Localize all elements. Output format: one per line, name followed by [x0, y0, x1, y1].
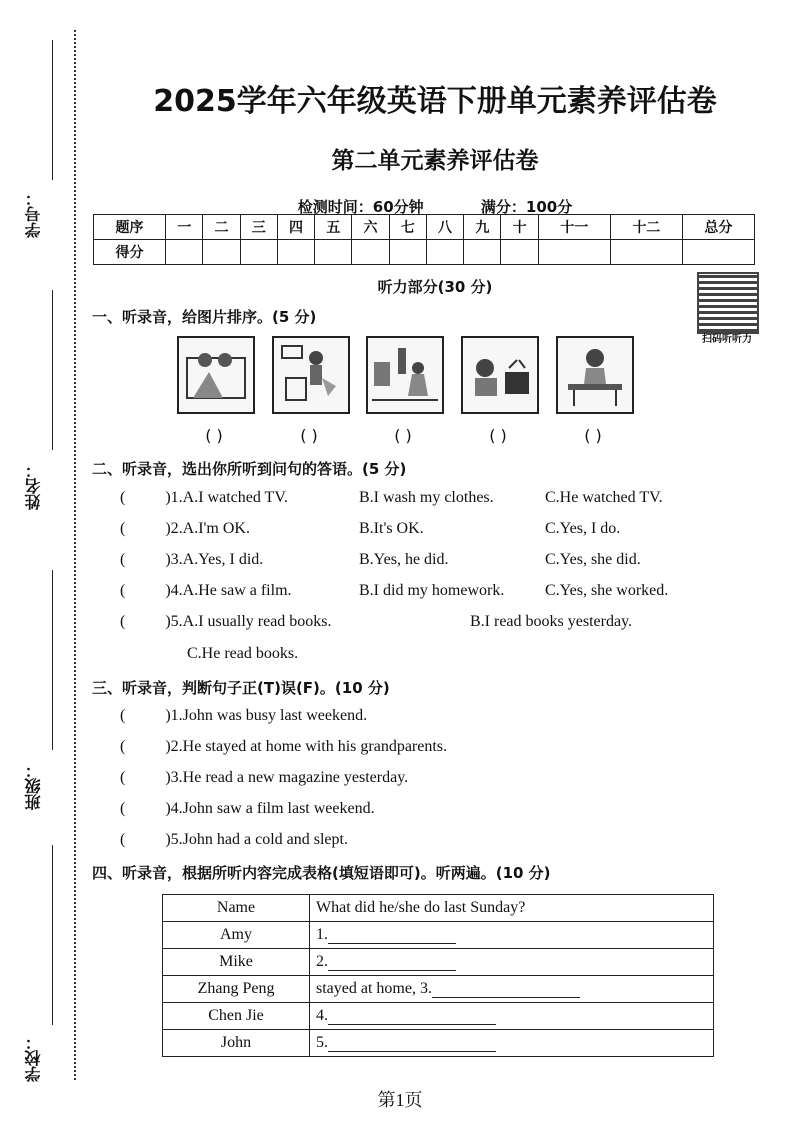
sec2-q3-option-b: B.Yes, he did. — [359, 551, 449, 568]
sec2-q1-option-b: B.I wash my clothes. — [359, 489, 494, 506]
sec3-q4[interactable]: ( )4.John saw a film last weekend. — [120, 800, 375, 817]
answer-paren-4[interactable]: ( ) — [489, 426, 507, 445]
sec2-q1-option-c: C.He watched TV. — [545, 489, 663, 506]
score-cell: 九 — [464, 215, 501, 240]
answer-paren-2[interactable]: ( ) — [300, 426, 318, 445]
picture-2-icon — [272, 336, 350, 414]
score-blank-cell[interactable] — [610, 240, 682, 265]
sec3-q2[interactable]: ( )2.He stayed at home with his grandparents. — [120, 738, 448, 755]
score-cell: 十二 — [610, 215, 682, 240]
fill-table-header-row — [163, 895, 714, 922]
score-table-header-row — [94, 215, 755, 240]
answer-prefix: stayed at home, 3. — [316, 980, 432, 997]
name-label: 姓名： — [24, 462, 43, 510]
fill-table-answer-cell[interactable] — [310, 976, 714, 1003]
sec3-q1[interactable]: ( )1.John was busy last weekend. — [120, 707, 368, 724]
fill-table-name: Mike — [163, 949, 310, 976]
score-cell: 八 — [426, 215, 463, 240]
sec2-q2-option-c: C.Yes, I do. — [545, 520, 621, 537]
table-row — [163, 976, 714, 1003]
score-blank-cell[interactable] — [203, 240, 240, 265]
sec2-q1[interactable]: ( )1.A.I watched TV. — [120, 489, 288, 506]
score-blank-cell[interactable] — [538, 240, 610, 265]
sec2-q2[interactable]: ( )2.A.I'm OK. — [120, 520, 250, 537]
answer-blank[interactable] — [328, 956, 456, 971]
picture-3-icon — [366, 336, 444, 414]
sec2-q5-option-b: B.I read books yesterday. — [470, 613, 633, 630]
student-id-label: 学号： — [24, 190, 43, 238]
score-cell: 总分 — [682, 215, 754, 240]
answer-paren-1[interactable]: ( ) — [205, 426, 223, 445]
table-row — [163, 949, 714, 976]
score-blank-cell[interactable] — [166, 240, 203, 265]
answer-blank[interactable] — [328, 1010, 496, 1025]
dotted-cut-line — [74, 30, 76, 1080]
answer-prefix: 5. — [316, 1034, 328, 1051]
answer-blank[interactable] — [432, 983, 580, 998]
fill-in-table — [162, 894, 714, 1057]
answer-prefix: 1. — [316, 926, 328, 943]
answer-blank[interactable] — [328, 1037, 496, 1052]
qr-code-label: 扫码听听力 — [702, 334, 752, 345]
page-subtitle: 第二单元素养评估卷 — [331, 148, 539, 174]
page-number: 第1页 — [377, 1090, 423, 1110]
score-cell: 四 — [277, 215, 314, 240]
exam-time: 检测时间：60分钟 — [297, 198, 424, 216]
sec2-q2-option-b: B.It's OK. — [359, 520, 424, 537]
score-table — [93, 214, 755, 265]
score-blank-cell[interactable] — [389, 240, 426, 265]
score-blank-cell[interactable] — [501, 240, 538, 265]
fill-table-answer-cell[interactable] — [310, 1030, 714, 1057]
fill-table-header-name: Name — [163, 895, 310, 922]
fill-table-answer-cell[interactable] — [310, 1003, 714, 1030]
table-row — [163, 922, 714, 949]
answer-prefix: 4. — [316, 1007, 328, 1024]
sec2-q4-option-b: B.I did my homework. — [359, 582, 505, 599]
fill-table-name: John — [163, 1030, 310, 1057]
qr-code-icon[interactable] — [697, 272, 759, 334]
section2-title: 二、听录音，选出你所听到问句的答语。(5 分) — [92, 460, 407, 478]
score-cell: 二 — [203, 215, 240, 240]
picture-5-icon — [556, 336, 634, 414]
section1-title: 一、听录音，给图片排序。(5 分) — [92, 308, 317, 326]
score-blank-cell[interactable] — [682, 240, 754, 265]
school-label: 学校： — [24, 1034, 43, 1082]
exam-full-score: 满分：100分 — [480, 198, 573, 216]
score-cell: 题序 — [94, 215, 166, 240]
score-blank-cell[interactable] — [240, 240, 277, 265]
fill-table-answer-cell[interactable] — [310, 949, 714, 976]
score-blank-cell[interactable] — [352, 240, 389, 265]
table-row — [163, 1003, 714, 1030]
class-line — [52, 570, 53, 750]
sec2-q3[interactable]: ( )3.A.Yes, I did. — [120, 551, 264, 568]
sec2-q5[interactable]: ( )5.A.I usually read books. — [120, 613, 332, 630]
score-cell: 十 — [501, 215, 538, 240]
answer-prefix: 2. — [316, 953, 328, 970]
page-title: 2025学年六年级英语下册单元素养评估卷 — [153, 84, 717, 119]
score-cell: 六 — [352, 215, 389, 240]
score-blank-cell[interactable] — [277, 240, 314, 265]
section3-title: 三、听录音，判断句子正(T)误(F)。(10 分) — [92, 679, 390, 697]
class-label: 班级： — [24, 762, 43, 810]
score-cell: 三 — [240, 215, 277, 240]
fill-table-answer-cell[interactable] — [310, 922, 714, 949]
answer-paren-3[interactable]: ( ) — [394, 426, 412, 445]
student-id-line — [52, 40, 53, 180]
table-row — [163, 1030, 714, 1057]
sec3-q3[interactable]: ( )3.He read a new magazine yesterday. — [120, 769, 409, 786]
sec2-q3-option-c: C.Yes, she did. — [545, 551, 641, 568]
fill-table-name: Zhang Peng — [163, 976, 310, 1003]
fill-table-name: Amy — [163, 922, 310, 949]
score-blank-cell[interactable] — [315, 240, 352, 265]
score-cell: 七 — [389, 215, 426, 240]
sec2-q4[interactable]: ( )4.A.He saw a film. — [120, 582, 292, 599]
score-cell: 一 — [166, 215, 203, 240]
answer-paren-5[interactable]: ( ) — [584, 426, 602, 445]
picture-1-icon — [177, 336, 255, 414]
score-cell: 五 — [315, 215, 352, 240]
fill-table-header-question: What did he/she do last Sunday? — [310, 895, 714, 922]
score-row-label: 得分 — [94, 240, 166, 265]
name-line — [52, 290, 53, 450]
school-line — [52, 845, 53, 1025]
sec2-q5-option-c: C.He read books. — [187, 645, 299, 662]
score-cell: 十一 — [538, 215, 610, 240]
score-blank-cell[interactable] — [464, 240, 501, 265]
sec3-q5[interactable]: ( )5.John had a cold and slept. — [120, 831, 348, 848]
score-blank-cell[interactable] — [426, 240, 463, 265]
picture-4-icon — [461, 336, 539, 414]
listening-section-header: 听力部分(30 分) — [377, 278, 493, 296]
section4-title: 四、听录音，根据所听内容完成表格(填短语即可)。听两遍。(10 分) — [92, 864, 551, 882]
score-table-score-row — [94, 240, 755, 265]
sec2-q4-option-c: C.Yes, she worked. — [545, 582, 669, 599]
answer-blank[interactable] — [328, 929, 456, 944]
fill-table-name: Chen Jie — [163, 1003, 310, 1030]
